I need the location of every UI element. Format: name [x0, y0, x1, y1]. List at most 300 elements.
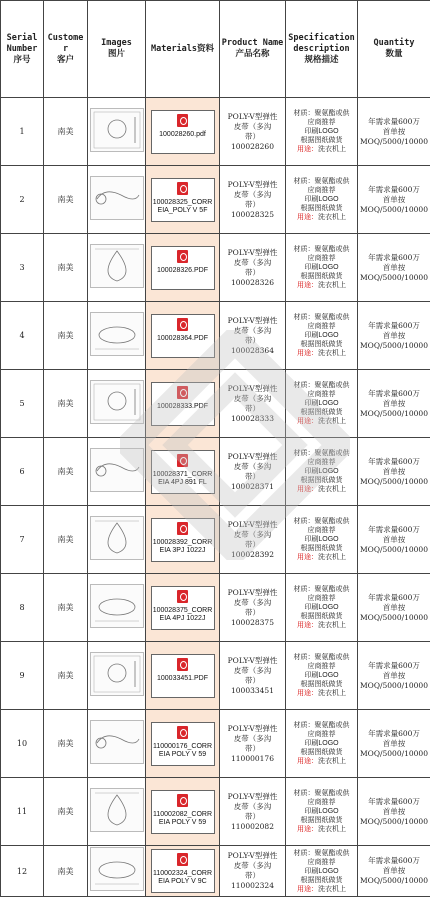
attached-file[interactable]	[151, 722, 215, 766]
product-name-cell	[220, 166, 286, 234]
serial-number: 5	[19, 399, 25, 408]
quantity-line: 首单按	[382, 262, 406, 272]
materials-cell	[146, 302, 220, 370]
spec-line: 应商推荐	[307, 595, 336, 602]
spec-line: 印刷LOGO	[304, 128, 339, 135]
quantity-line: 首单按	[382, 330, 406, 340]
spec-line: 印刷LOGO	[304, 264, 339, 271]
specification-cell	[286, 98, 358, 166]
quantity-line: 年需求量600万	[368, 388, 420, 398]
materials-cell	[146, 438, 220, 506]
usage-value: 洗衣机上	[318, 214, 346, 221]
product-name-line: 皮带（多沟	[233, 189, 272, 199]
usage-value: 洗衣机上	[318, 554, 346, 561]
product-name-line: 带）	[245, 131, 260, 141]
image-cell	[88, 166, 146, 234]
quantity-line: 年需求量600万	[368, 252, 420, 262]
customer-cell	[44, 98, 88, 166]
customer-name: 南美	[57, 739, 74, 748]
materials-cell	[146, 642, 220, 710]
spec-line: 材质：聚氨酯或供	[293, 450, 350, 457]
attached-file[interactable]	[151, 178, 215, 222]
product-name-cell	[220, 778, 286, 846]
pdf-file-icon	[177, 386, 188, 399]
quantity-line: MOQ/5000/10000	[360, 272, 428, 282]
product-name-line: 带）	[245, 199, 260, 209]
quantity-cell	[358, 642, 430, 710]
spec-line: 印刷LOGO	[304, 604, 339, 611]
quantity-cell	[358, 506, 430, 574]
specification-cell	[286, 574, 358, 642]
image-cell	[88, 98, 146, 166]
product-name-line: 100028392	[231, 549, 274, 559]
image-cell	[88, 642, 146, 710]
attached-file[interactable]	[151, 314, 215, 358]
product-name-line: 皮带（多沟	[233, 861, 272, 870]
quantity-line: 年需求量600万	[368, 184, 420, 194]
pdf-file-icon	[177, 853, 188, 866]
usage-value: 洗衣机上	[318, 758, 346, 765]
product-name-line: 110002324	[231, 881, 274, 890]
table-row	[1, 302, 430, 370]
quantity-line: 年需求量600万	[368, 524, 420, 534]
spec-line: 根据图纸做货	[300, 876, 343, 884]
spec-line: 应商推荐	[307, 119, 336, 126]
drawing-thumbnail[interactable]	[90, 720, 144, 764]
product-name-line: 带）	[245, 675, 260, 685]
table-row	[1, 234, 430, 302]
spec-line: 材质：聚氨酯或供	[293, 654, 350, 661]
quantity-line: 首单按	[382, 398, 406, 408]
product-name-line: 皮带（多沟	[233, 529, 272, 539]
quantity-line: MOQ/5000/10000	[360, 876, 428, 885]
table-row	[1, 642, 430, 710]
spec-line: 应商推荐	[307, 255, 336, 262]
product-name-line: 皮带（多沟	[233, 461, 272, 471]
usage-line	[286, 621, 357, 630]
customer-name: 南美	[57, 127, 74, 136]
customer-cell	[44, 506, 88, 574]
product-name-line: 皮带（多沟	[233, 393, 272, 403]
file-name: 110002082_CORREIA POLY V 59	[152, 810, 213, 826]
specification-cell	[286, 778, 358, 846]
quantity-line: MOQ/5000/10000	[360, 748, 428, 758]
file-name: 100028260.pdf	[159, 130, 206, 138]
product-name-line: POLY-V型弹性	[227, 655, 278, 665]
product-name-line: 100028375	[231, 617, 274, 627]
usage-line	[286, 213, 357, 222]
serial-number-cell	[1, 166, 44, 234]
serial-number: 4	[19, 331, 25, 340]
file-name: 100028364.PDF	[157, 334, 208, 342]
image-cell	[88, 370, 146, 438]
spec-line: 材质：聚氨酯或供	[293, 518, 350, 525]
quantity-line: 首单按	[382, 738, 406, 748]
specification-cell	[286, 234, 358, 302]
quantity-line: 年需求量600万	[368, 728, 420, 738]
usage-value: 洗衣机上	[318, 350, 346, 357]
customer-cell	[44, 642, 88, 710]
materials-cell	[146, 166, 220, 234]
pdf-file-icon	[177, 182, 188, 195]
quantity-line: 年需求量600万	[368, 660, 420, 670]
image-cell	[88, 302, 146, 370]
product-name-line: POLY-V型弹性	[227, 179, 278, 189]
customer-name: 南美	[57, 603, 74, 612]
quantity-cell	[358, 778, 430, 846]
quantity-line: 年需求量600万	[368, 320, 420, 330]
usage-line	[286, 281, 357, 290]
serial-number: 12	[16, 866, 28, 876]
spec-line: 印刷LOGO	[304, 400, 339, 407]
specification-cell	[286, 710, 358, 778]
serial-number-cell	[1, 438, 44, 506]
specification-cell	[286, 506, 358, 574]
usage-label: 用途：	[297, 622, 318, 629]
product-name-cell	[220, 846, 286, 897]
table-row	[1, 370, 430, 438]
customer-name: 南美	[57, 195, 74, 204]
spec-line: 印刷LOGO	[304, 536, 339, 543]
attached-file[interactable]	[151, 654, 215, 698]
drawing-thumbnail[interactable]	[90, 516, 144, 560]
product-name-line: POLY-V型弹性	[227, 111, 278, 121]
header-specification: Specification description 规格描述	[286, 1, 358, 98]
header-row	[1, 1, 430, 98]
specification-cell	[286, 438, 358, 506]
quantity-line: 年需求量600万	[368, 592, 420, 602]
attached-file[interactable]	[151, 586, 215, 630]
attached-file[interactable]	[151, 518, 215, 562]
product-name-line: 110000176	[231, 753, 274, 763]
attached-file[interactable]	[151, 110, 215, 154]
product-name-line: 皮带（多沟	[233, 665, 272, 675]
customer-name: 南美	[57, 535, 74, 544]
product-name-cell	[220, 302, 286, 370]
spec-line: 印刷LOGO	[304, 196, 339, 203]
serial-number: 10	[16, 739, 28, 748]
quantity-line: 年需求量600万	[368, 456, 420, 466]
specification-cell	[286, 370, 358, 438]
quantity-cell	[358, 234, 430, 302]
usage-line	[286, 145, 357, 154]
quantity-line: 首单按	[382, 534, 406, 544]
spec-line: 应商推荐	[307, 187, 336, 194]
usage-line	[286, 689, 357, 698]
spec-line: 印刷LOGO	[304, 672, 339, 679]
product-name-cell	[220, 234, 286, 302]
spec-line: 应商推荐	[307, 731, 336, 738]
file-name: 100028326.PDF	[157, 266, 208, 274]
header-quantity: Quantity 数量	[358, 1, 430, 98]
quantity-line: 年需求量600万	[368, 116, 420, 126]
usage-value: 洗衣机上	[318, 146, 346, 153]
product-name-cell	[220, 98, 286, 166]
quantity-line: MOQ/5000/10000	[360, 340, 428, 350]
table-row	[1, 166, 430, 234]
usage-line	[286, 417, 357, 426]
usage-line	[286, 825, 357, 834]
product-name-cell	[220, 370, 286, 438]
spec-line: 应商推荐	[307, 799, 336, 806]
usage-label: 用途：	[297, 350, 318, 357]
quantity-line: MOQ/5000/10000	[360, 136, 428, 146]
quantity-line: 首单按	[382, 806, 406, 816]
quantity-line: 首单按	[382, 866, 406, 875]
customer-cell	[44, 778, 88, 846]
pdf-file-icon	[177, 590, 188, 603]
materials-cell	[146, 778, 220, 846]
usage-line	[286, 885, 357, 894]
drawing-thumbnail[interactable]	[90, 108, 144, 152]
spec-line: 材质：聚氨酯或供	[293, 314, 350, 321]
serial-number-cell	[1, 778, 44, 846]
specification-cell	[286, 846, 358, 897]
serial-number: 9	[19, 671, 25, 680]
spec-line: 材质：聚氨酯或供	[293, 110, 350, 117]
drawing-thumbnail[interactable]	[90, 788, 144, 832]
serial-number: 11	[16, 807, 28, 816]
table-row	[1, 574, 430, 642]
quantity-line: MOQ/5000/10000	[360, 408, 428, 418]
header-images: Images 图片	[88, 1, 146, 98]
drawing-thumbnail[interactable]	[90, 380, 144, 424]
usage-line	[286, 485, 357, 494]
specification-cell	[286, 642, 358, 710]
pdf-file-icon	[177, 250, 188, 263]
usage-line	[286, 349, 357, 358]
product-name-line: 带）	[245, 471, 260, 481]
product-name-cell	[220, 642, 286, 710]
drawing-thumbnail[interactable]	[90, 847, 144, 891]
serial-number: 8	[19, 603, 25, 612]
drawing-thumbnail[interactable]	[90, 244, 144, 288]
customer-name: 南美	[57, 399, 74, 408]
product-name-line: POLY-V型弹性	[227, 587, 278, 597]
quantity-line: MOQ/5000/10000	[360, 612, 428, 622]
quantity-line: MOQ/5000/10000	[360, 680, 428, 690]
spec-line: 材质：聚氨酯或供	[293, 246, 350, 253]
spec-line: 印刷LOGO	[304, 468, 339, 475]
attached-file[interactable]	[151, 382, 215, 426]
pdf-file-icon	[177, 522, 188, 535]
product-name-line: 带）	[245, 743, 260, 753]
product-name-line: 100028325	[231, 209, 274, 219]
quantity-cell	[358, 98, 430, 166]
quantity-line: MOQ/5000/10000	[360, 816, 428, 826]
pdf-file-icon	[177, 658, 188, 671]
spec-line: 根据图纸做货	[300, 749, 343, 756]
quantity-cell	[358, 302, 430, 370]
customer-name: 南美	[57, 263, 74, 272]
product-name-line: POLY-V型弹性	[227, 383, 278, 393]
quantity-line: 首单按	[382, 466, 406, 476]
spec-line: 根据图纸做货	[300, 409, 343, 416]
serial-number-cell	[1, 710, 44, 778]
attached-file[interactable]	[151, 246, 215, 290]
image-cell	[88, 438, 146, 506]
materials-cell	[146, 846, 220, 897]
usage-label: 用途：	[297, 690, 318, 697]
file-name: 100028392_CORREIA 3PJ 1022J	[152, 538, 213, 554]
usage-value: 洗衣机上	[318, 486, 346, 493]
spec-line: 材质：聚氨酯或供	[293, 178, 350, 185]
usage-value: 洗衣机上	[318, 622, 346, 629]
product-name-line: 带）	[245, 539, 260, 549]
attached-file[interactable]	[151, 790, 215, 834]
quantity-cell	[358, 370, 430, 438]
quantity-cell	[358, 710, 430, 778]
product-name-line: POLY-V型弹性	[227, 315, 278, 325]
usage-label: 用途：	[297, 418, 318, 425]
usage-label: 用途：	[297, 758, 318, 765]
image-cell	[88, 710, 146, 778]
usage-label: 用途：	[297, 554, 318, 561]
customer-cell	[44, 438, 88, 506]
image-cell	[88, 506, 146, 574]
customer-name: 南美	[57, 807, 74, 816]
header-serial: Serial Number 序号	[1, 1, 44, 98]
usage-label: 用途：	[297, 146, 318, 153]
image-cell	[88, 574, 146, 642]
specification-cell	[286, 302, 358, 370]
file-name: 110000176_CORREIA POLY V 59	[152, 742, 213, 758]
pdf-file-icon	[177, 794, 188, 807]
product-name-line: POLY-V型弹性	[227, 851, 278, 860]
serial-number: 7	[19, 535, 25, 544]
spec-line: 根据图纸做货	[300, 681, 343, 688]
product-name-line: 带）	[245, 607, 260, 617]
drawing-thumbnail[interactable]	[90, 448, 144, 492]
header-customer: Custome r 客户	[44, 1, 88, 98]
spec-line: 应商推荐	[307, 323, 336, 330]
materials-cell	[146, 98, 220, 166]
product-name-line: 带）	[245, 811, 260, 821]
materials-cell	[146, 370, 220, 438]
serial-number: 1	[19, 127, 25, 136]
product-name-line: 100028326	[231, 277, 274, 287]
spec-line: 印刷LOGO	[304, 332, 339, 339]
usage-value: 洗衣机上	[318, 826, 346, 833]
quantity-line: MOQ/5000/10000	[360, 204, 428, 214]
drawing-thumbnail[interactable]	[90, 176, 144, 220]
customer-name: 南美	[57, 671, 74, 680]
product-name-line: 100028364	[231, 345, 274, 355]
product-name-cell	[220, 574, 286, 642]
file-name: 100028371_CORREIA 4PJ 891 FL	[152, 470, 213, 486]
serial-number-cell	[1, 846, 44, 897]
spec-line: 根据图纸做货	[300, 341, 343, 348]
spec-line: 根据图纸做货	[300, 273, 343, 280]
quantity-line: 首单按	[382, 194, 406, 204]
spec-line: 应商推荐	[307, 858, 336, 866]
product-name-line: 100028371	[231, 481, 274, 491]
product-name-line: POLY-V型弹性	[227, 451, 278, 461]
quantity-cell	[358, 574, 430, 642]
customer-cell	[44, 234, 88, 302]
product-name-line: 皮带（多沟	[233, 257, 272, 267]
usage-label: 用途：	[297, 885, 318, 893]
table-row	[1, 778, 430, 846]
usage-label: 用途：	[297, 486, 318, 493]
spec-line: 材质：聚氨酯或供	[293, 849, 350, 857]
drawing-thumbnail[interactable]	[90, 312, 144, 356]
product-name-line: POLY-V型弹性	[227, 723, 278, 733]
product-name-line: 带）	[245, 335, 260, 345]
drawing-thumbnail[interactable]	[90, 584, 144, 628]
pdf-file-icon	[177, 454, 188, 467]
usage-line	[286, 553, 357, 562]
product-name-line: POLY-V型弹性	[227, 791, 278, 801]
attached-file[interactable]	[151, 450, 215, 494]
product-name-line: 带）	[245, 403, 260, 413]
product-name-line: 100028333	[231, 413, 274, 423]
usage-label: 用途：	[297, 282, 318, 289]
table-row	[1, 506, 430, 574]
product-name-cell	[220, 710, 286, 778]
serial-number-cell	[1, 234, 44, 302]
quantity-cell	[358, 846, 430, 897]
product-name-line: 皮带（多沟	[233, 121, 272, 131]
materials-cell	[146, 574, 220, 642]
quantity-line: 年需求量600万	[368, 856, 420, 865]
spec-line: 应商推荐	[307, 663, 336, 670]
spec-line: 应商推荐	[307, 527, 336, 534]
product-name-line: 皮带（多沟	[233, 733, 272, 743]
serial-number-cell	[1, 642, 44, 710]
file-name: 100033451.PDF	[157, 674, 208, 682]
product-name-line: 皮带（多沟	[233, 801, 272, 811]
spec-line: 应商推荐	[307, 459, 336, 466]
spec-line: 根据图纸做货	[300, 613, 343, 620]
spec-line: 根据图纸做货	[300, 545, 343, 552]
spec-line: 印刷LOGO	[304, 740, 339, 747]
table-row	[1, 710, 430, 778]
table-row	[1, 98, 430, 166]
product-name-line: 皮带（多沟	[233, 325, 272, 335]
quantity-line: 首单按	[382, 670, 406, 680]
spec-line: 应商推荐	[307, 391, 336, 398]
file-name: 100028325_CORREIA_POLY V 5F	[152, 198, 213, 214]
product-name-line: POLY-V型弹性	[227, 247, 278, 257]
quantity-line: 首单按	[382, 126, 406, 136]
spec-line: 材质：聚氨酯或供	[293, 722, 350, 729]
materials-cell	[146, 234, 220, 302]
file-name: 100028333.PDF	[157, 402, 208, 410]
specification-cell	[286, 166, 358, 234]
serial-number-cell	[1, 98, 44, 166]
spec-line: 根据图纸做货	[300, 137, 343, 144]
image-cell	[88, 234, 146, 302]
spec-line: 根据图纸做货	[300, 817, 343, 824]
image-cell	[88, 846, 146, 897]
quantity-cell	[358, 166, 430, 234]
drawing-thumbnail[interactable]	[90, 652, 144, 696]
pdf-file-icon	[177, 726, 188, 739]
usage-label: 用途：	[297, 214, 318, 221]
serial-number-cell	[1, 302, 44, 370]
product-name-line: 100033451	[231, 685, 274, 695]
usage-label: 用途：	[297, 826, 318, 833]
customer-cell	[44, 574, 88, 642]
attached-file[interactable]	[151, 849, 215, 893]
customer-cell	[44, 370, 88, 438]
header-product-name: Product Name 产品名称	[220, 1, 286, 98]
materials-cell	[146, 506, 220, 574]
customer-name: 南美	[57, 331, 74, 340]
spec-line: 材质：聚氨酯或供	[293, 586, 350, 593]
spec-line: 材质：聚氨酯或供	[293, 382, 350, 389]
